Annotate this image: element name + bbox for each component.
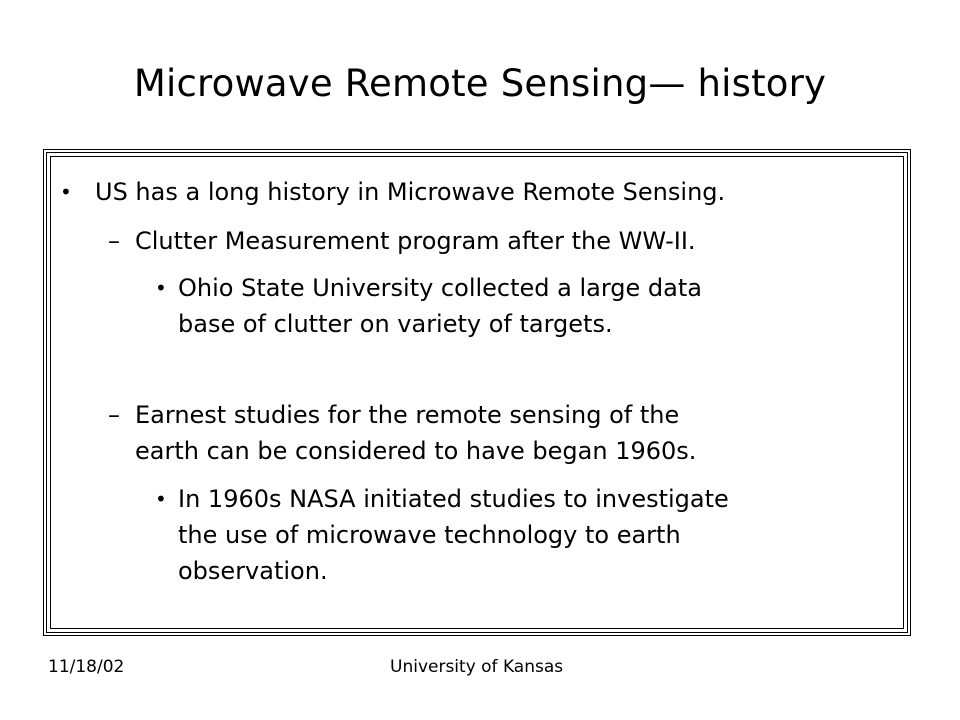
dash-marker: – [108, 401, 120, 429]
subsub-item-nasa-line-1: In 1960s NASA initiated studies to investigate [178, 485, 729, 513]
sub-item-clutter-program: Clutter Measurement program after the WW-II. [135, 227, 696, 255]
bullet-marker: • [155, 276, 167, 300]
footer-date: 11/18/02 [48, 657, 125, 677]
content-frame [43, 149, 911, 636]
subsub-item-nasa-line-3: observation. [178, 557, 328, 585]
bullet-marker: • [155, 487, 167, 511]
bullet-marker: • [60, 180, 72, 204]
subsub-item-nasa-line-2: the use of microwave technology to earth [178, 521, 681, 549]
bullet-text-us-history: US has a long history in Microwave Remote Sensing. [95, 178, 726, 206]
subsub-item-ohio-line-2: base of clutter on variety of targets. [178, 310, 613, 338]
sub-item-earnest-line-2: earth can be considered to have began 1960s. [135, 437, 697, 465]
sub-item-earnest-line-1: Earnest studies for the remote sensing of the [135, 401, 680, 429]
footer-organization: University of Kansas [390, 657, 564, 677]
subsub-item-ohio-line-1: Ohio State University collected a large data [178, 274, 702, 302]
dash-marker: – [108, 227, 120, 255]
slide-title: Microwave Remote Sensing— history [133, 62, 827, 105]
